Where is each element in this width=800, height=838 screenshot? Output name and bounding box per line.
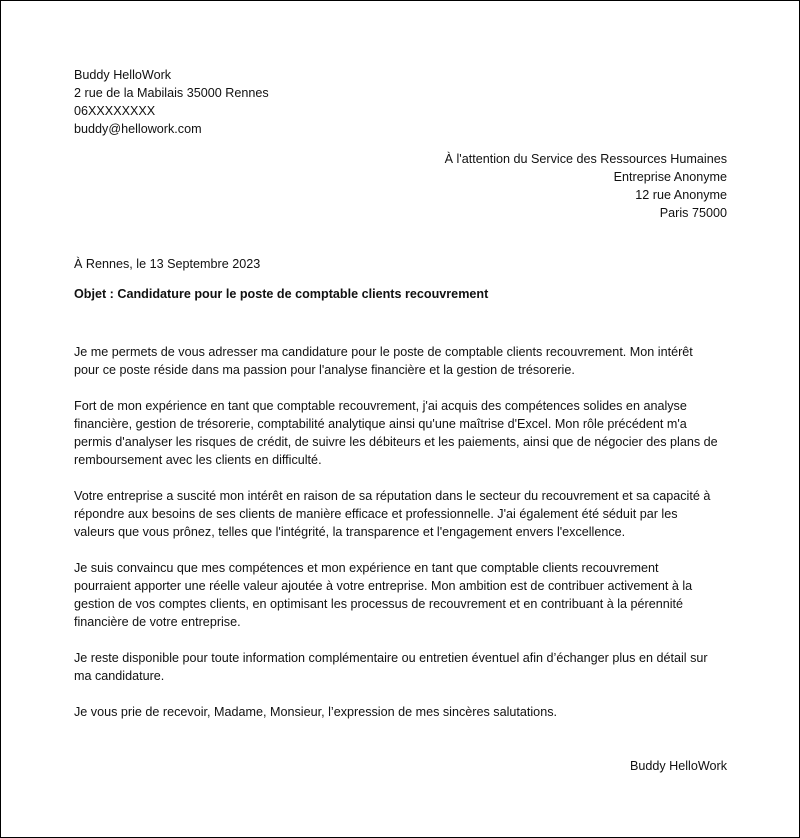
- body-paragraph: [74, 649, 734, 685]
- body-paragraph: [74, 487, 734, 541]
- paragraph-line: Je vous prie de recevoir, Madame, Monsieur, l’expression de mes sincères salutations.: [74, 705, 557, 719]
- sender-email: buddy@hellowork.com: [74, 122, 202, 136]
- paragraph-line: Je reste disponible pour toute information complémentaire ou entretien éventuel afin d’échanger plus en détail sur: [74, 651, 708, 665]
- paragraph-line: remboursement avec les clients en difficulté.: [74, 453, 322, 467]
- paragraph-line: permis d'analyser les risques de crédit, de suivre les débiteurs et les paiements, ainsi que de négocier des plans de: [74, 435, 718, 449]
- paragraph-line: Votre entreprise a suscité mon intérêt en raison de sa réputation dans le secteur du recouvrement et sa capacité à: [74, 489, 711, 503]
- date-line: À Rennes, le 13 Septembre 2023: [74, 257, 261, 271]
- paragraph-line: ma candidature.: [74, 669, 165, 683]
- recipient-attention: À l'attention du Service des Ressources Humaines: [444, 152, 727, 166]
- body-paragraph: [74, 397, 734, 469]
- letter-body: [74, 343, 734, 739]
- recipient-company: Entreprise Anonyme: [613, 170, 727, 184]
- paragraph-line: pour ce poste réside dans ma passion pour l'analyse financière et la gestion de trésorerie.: [74, 363, 575, 377]
- closing-paragraph: [74, 703, 734, 721]
- sender-block: [74, 66, 269, 138]
- paragraph-line: répondre aux besoins de ses clients de manière efficace et professionnelle. J'ai également été séduit par les: [74, 507, 678, 521]
- paragraph-line: pourraient apporter une réelle valeur ajoutée à votre entreprise. Mon ambition est de contribuer activement à la: [74, 579, 693, 593]
- recipient-city: Paris 75000: [659, 206, 727, 220]
- paragraph-line: valeurs que vous prônez, telles que l'intégrité, la transparence et l'engagement envers l'excellence.: [74, 525, 626, 539]
- paragraph-line: financière, gestion de trésorerie, comptabilité analytique ainsi qu'une maîtrise d'Excel. Mon rôle précédent m'a: [74, 417, 687, 431]
- sender-address: 2 rue de la Mabilais 35000 Rennes: [74, 86, 269, 100]
- paragraph-line: financière de votre entreprise.: [74, 615, 241, 629]
- paragraph-line: Fort de mon expérience en tant que comptable recouvrement, j'ai acquis des compétences solides en analyse: [74, 399, 687, 413]
- paragraph-line: Je suis convaincu que mes compétences et mon expérience en tant que comptable clients recouvrement: [74, 561, 659, 575]
- body-paragraph: [74, 559, 734, 631]
- paragraph-line: gestion de vos comptes clients, en optimisant les processus de recouvrement et en contribuant à la pérennité: [74, 597, 684, 611]
- sender-phone: 06XXXXXXXX: [74, 104, 156, 118]
- recipient-block: [445, 150, 727, 222]
- body-paragraph: [74, 343, 734, 379]
- signature: Buddy HelloWork: [629, 759, 727, 773]
- subject-line: Objet : Candidature pour le poste de comptable clients recouvrement: [74, 287, 489, 301]
- paragraph-line: Je me permets de vous adresser ma candidature pour le poste de comptable clients recouvrement. Mon intérêt: [74, 345, 693, 359]
- recipient-street: 12 rue Anonyme: [635, 188, 727, 202]
- sender-name: Buddy HelloWork: [74, 68, 172, 82]
